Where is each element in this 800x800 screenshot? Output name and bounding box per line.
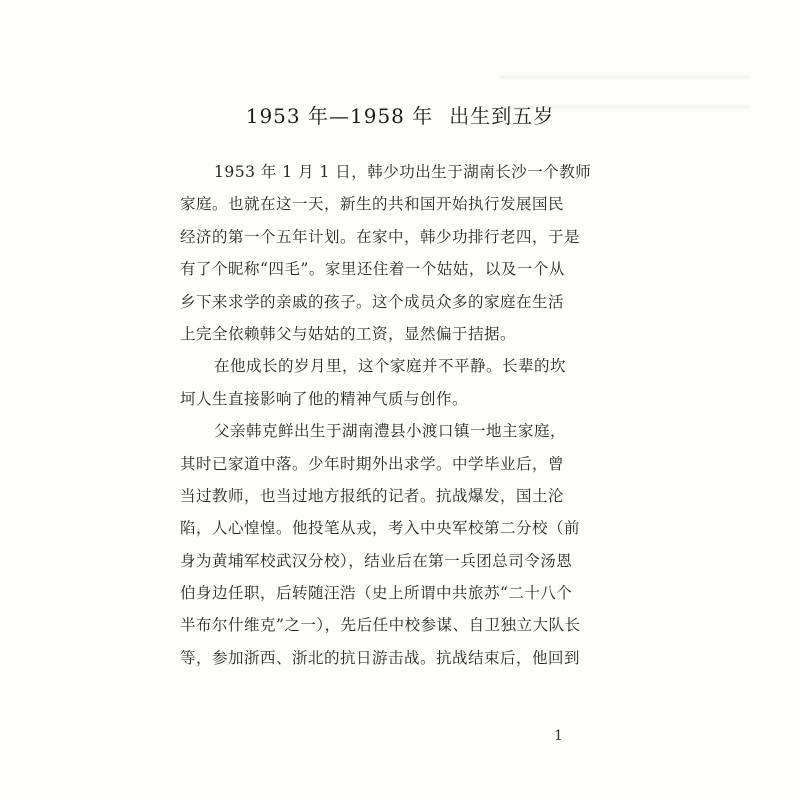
text-line: 有了个昵称“四毛”。家里还住着一个姑姑，以及一个从 xyxy=(180,260,565,279)
chapter-heading xyxy=(0,100,800,129)
page-number: 1 xyxy=(554,728,563,744)
text-line: 半布尔什维克”之一），先后任中校参谋、自卫独立大队长 xyxy=(180,616,581,635)
text-line: 伯身边任职，后转随汪浩（史上所谓中共旅苏“二十八个 xyxy=(180,584,573,603)
chapter-title: 出生到五岁 xyxy=(449,104,555,128)
text-line: 身为黄埔军校武汉分校），结业后在第一兵团总司令汤恩 xyxy=(180,551,573,570)
chapter-years: 1953 年—1958 年 xyxy=(245,104,434,128)
text-line: 坷人生直接影响了他的精神气质与创作。 xyxy=(180,389,469,408)
body-text xyxy=(180,156,592,674)
text-line: 1953 年 1 月 1 日，韩少功出生于湖南长沙一个教师 xyxy=(214,163,592,181)
text-line: 父亲韩克鲜出生于湖南澧县小渡口镇一地主家庭， xyxy=(214,422,567,441)
text-line: 乡下来求学的亲戚的孩子。这个成员众多的家庭在生活 xyxy=(180,292,565,311)
text-line: 陷，人心惶惶。他投笔从戎，考入中央军校第二分校（前 xyxy=(180,519,581,538)
text-line: 等，参加浙西、浙北的抗日游击战。抗战结束后，他回到 xyxy=(180,648,581,667)
text-line: 其时已家道中落。少年时期外出求学。中学毕业后，曾 xyxy=(180,454,565,473)
text-line: 在他成长的岁月里，这个家庭并不平静。长辈的坎 xyxy=(214,357,567,376)
text-line: 当过教师，也当过地方报纸的记者。抗战爆发，国土沦 xyxy=(180,486,565,505)
text-line: 家庭。也就在这一天，新生的共和国开始执行发展国民 xyxy=(180,195,565,214)
text-line: 上完全依赖韩父与姑姑的工资，显然偏于拮据。 xyxy=(180,324,517,343)
text-line: 经济的第一个五年计划。在家中，韩少功排行老四，于是 xyxy=(180,227,581,246)
